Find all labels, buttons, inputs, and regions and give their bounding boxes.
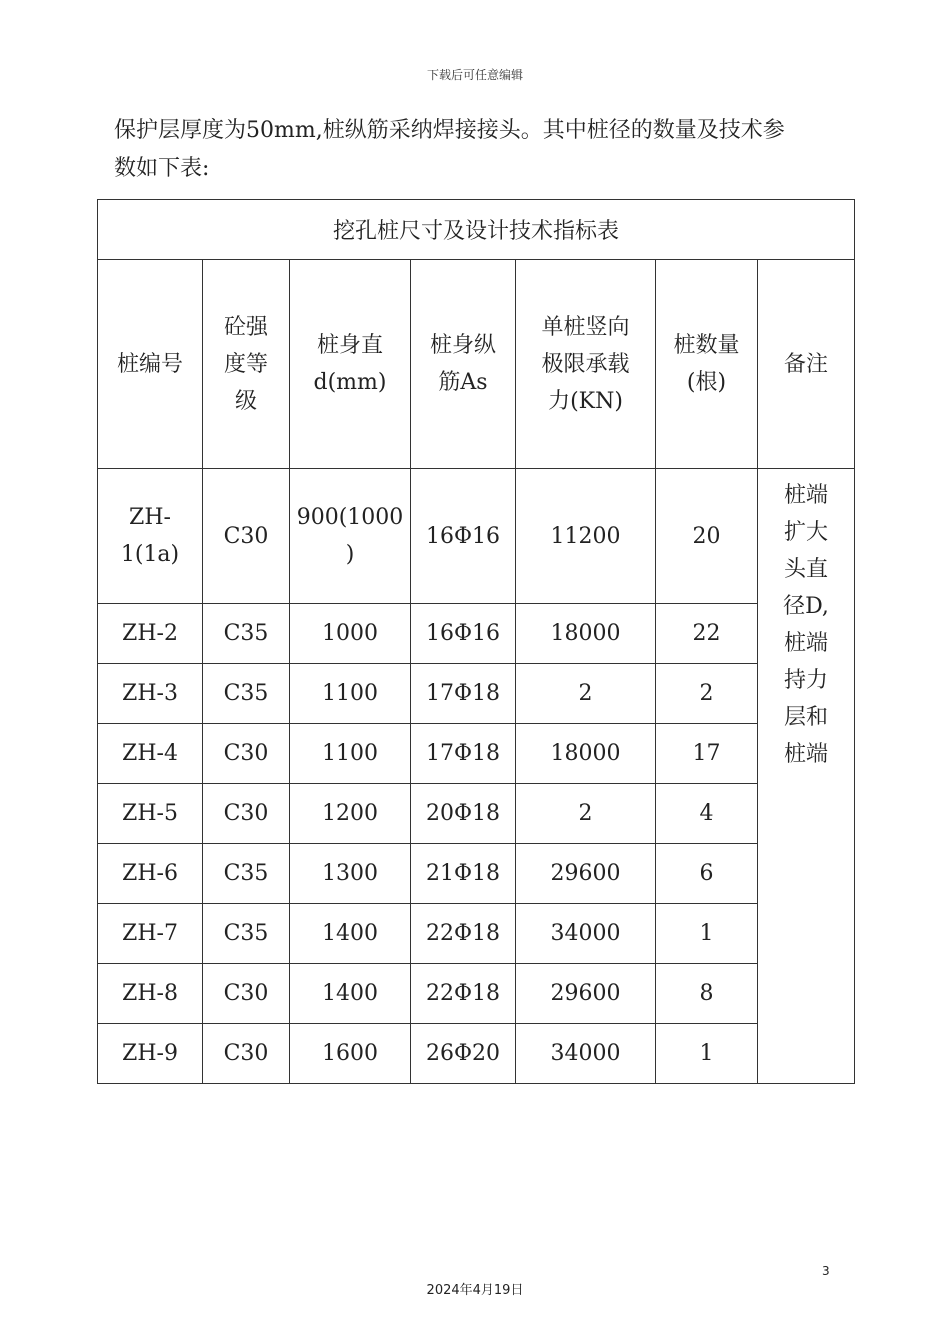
cell-rebar: 20Φ18 (411, 784, 516, 844)
table-header-row (98, 260, 855, 469)
header-pile-id: 桩编号 (98, 260, 203, 469)
cell-concrete-grade: C30 (203, 1024, 290, 1084)
cell-capacity: 34000 (516, 904, 656, 964)
page-header: 下载后可任意编辑 (426, 68, 523, 82)
cell-pile-id: ZH-3 (98, 664, 203, 724)
cell-capacity: 18000 (516, 604, 656, 664)
cell-rebar: 17Φ18 (411, 724, 516, 784)
cell-count: 1 (656, 904, 758, 964)
cell-concrete-grade: C30 (203, 964, 290, 1024)
table-row (98, 844, 855, 904)
cell-diameter: 1400 (290, 904, 411, 964)
cell-rebar: 17Φ18 (411, 664, 516, 724)
table-row (98, 904, 855, 964)
cell-rebar: 21Φ18 (411, 844, 516, 904)
cell-capacity: 34000 (516, 1024, 656, 1084)
cell-rebar: 16Φ16 (411, 604, 516, 664)
intro-line-2: 数如下表: (114, 156, 210, 181)
cell-count: 1 (656, 1024, 758, 1084)
cell-count: 8 (656, 964, 758, 1024)
header-capacity: 单桩竖向 极限承载 力(KN) (516, 260, 656, 469)
table-row (98, 724, 855, 784)
cell-pile-id: ZH-2 (98, 604, 203, 664)
table-row (98, 604, 855, 664)
cell-count: 20 (656, 469, 758, 604)
cell-concrete-grade: C30 (203, 724, 290, 784)
intro-line-1: 保护层厚度为50mm,桩纵筋采纳焊接接头。其中桩径的数量及技术参 (114, 118, 785, 143)
cell-diameter: 1400 (290, 964, 411, 1024)
cell-rebar: 16Φ16 (411, 469, 516, 604)
table-row (98, 469, 855, 604)
cell-diameter: 900(1000 ) (290, 469, 411, 604)
table-row (98, 664, 855, 724)
cell-capacity: 18000 (516, 724, 656, 784)
cell-count: 22 (656, 604, 758, 664)
cell-concrete-grade: C30 (203, 469, 290, 604)
note-text: 桩端 扩大 头直 径D, 桩端 持力 层和 桩端 (783, 483, 829, 767)
page-number: 3 (822, 1264, 830, 1278)
cell-pile-id: ZH-7 (98, 904, 203, 964)
pile-spec-table (97, 199, 855, 1084)
note-cell (758, 469, 855, 1084)
table-row (98, 784, 855, 844)
cell-rebar: 26Φ20 (411, 1024, 516, 1084)
cell-pile-id: ZH-8 (98, 964, 203, 1024)
cell-count: 17 (656, 724, 758, 784)
cell-pile-id: ZH-5 (98, 784, 203, 844)
cell-pile-id: ZH- 1(1a) (98, 469, 203, 604)
cell-capacity: 11200 (516, 469, 656, 604)
cell-concrete-grade: C35 (203, 664, 290, 724)
cell-diameter: 1200 (290, 784, 411, 844)
cell-capacity: 2 (516, 664, 656, 724)
footer-date: 2024年4月19日 (426, 1283, 524, 1298)
table-title: 挖孔桩尺寸及设计技术指标表 (98, 200, 855, 260)
cell-concrete-grade: C35 (203, 844, 290, 904)
cell-pile-id: ZH-4 (98, 724, 203, 784)
cell-pile-id: ZH-9 (98, 1024, 203, 1084)
header-rebar: 桩身纵 筋As (411, 260, 516, 469)
header-concrete-grade: 砼强 度等 级 (203, 260, 290, 469)
cell-rebar: 22Φ18 (411, 964, 516, 1024)
cell-diameter: 1100 (290, 724, 411, 784)
cell-concrete-grade: C35 (203, 904, 290, 964)
cell-capacity: 29600 (516, 844, 656, 904)
cell-capacity: 29600 (516, 964, 656, 1024)
cell-count: 6 (656, 844, 758, 904)
cell-diameter: 1300 (290, 844, 411, 904)
cell-diameter: 1000 (290, 604, 411, 664)
header-diameter: 桩身直 d(mm) (290, 260, 411, 469)
cell-capacity: 2 (516, 784, 656, 844)
cell-count: 4 (656, 784, 758, 844)
cell-diameter: 1600 (290, 1024, 411, 1084)
header-count: 桩数量 (根) (656, 260, 758, 469)
table-row (98, 964, 855, 1024)
cell-count: 2 (656, 664, 758, 724)
cell-diameter: 1100 (290, 664, 411, 724)
header-note: 备注 (758, 260, 855, 469)
cell-concrete-grade: C35 (203, 604, 290, 664)
table-row (98, 1024, 855, 1084)
cell-concrete-grade: C30 (203, 784, 290, 844)
cell-pile-id: ZH-6 (98, 844, 203, 904)
cell-rebar: 22Φ18 (411, 904, 516, 964)
intro-paragraph (114, 112, 844, 188)
